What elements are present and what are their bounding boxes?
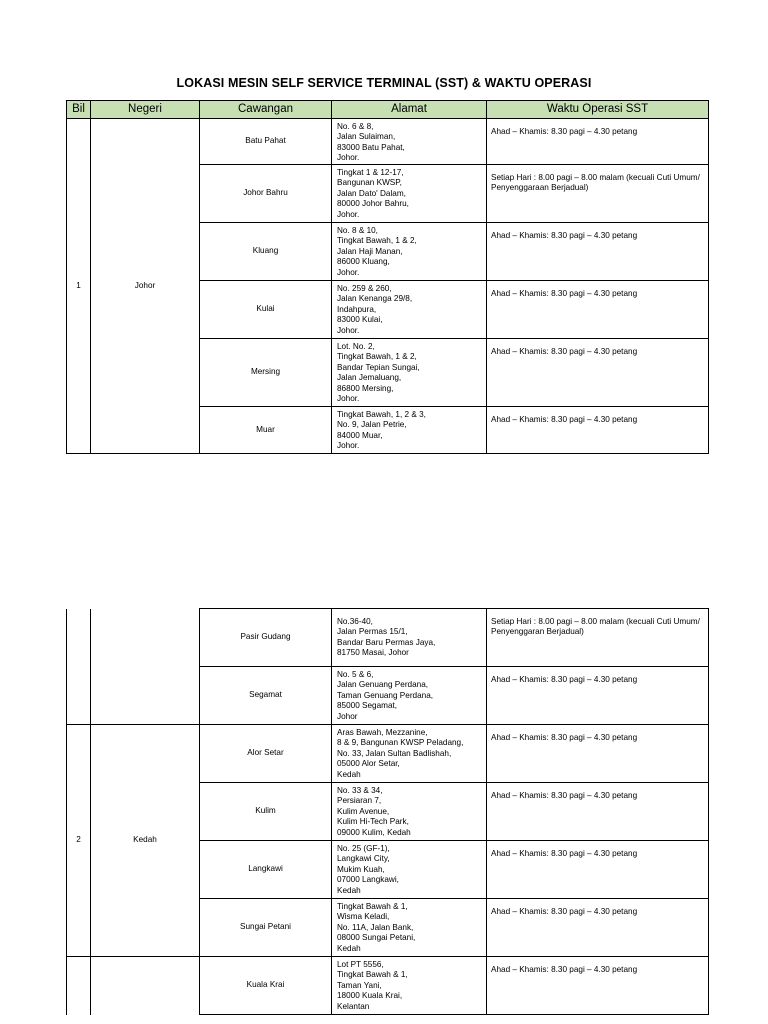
header-alamat: Alamat [332, 101, 487, 119]
address-line: 81750 Masai, Johor [337, 647, 409, 657]
address-line: No. 33 & 34, [337, 786, 383, 795]
header-negeri: Negeri [91, 101, 200, 119]
branch-name: Batu Pahat [200, 119, 332, 165]
address-line: 80000 Johor Bahru, [337, 199, 409, 209]
address-line: Kelantan [337, 1001, 370, 1011]
address-cell [332, 281, 487, 339]
address-line: Jalan Jemaluang, [337, 373, 402, 383]
address-line: Jalan Dato' Dalam, [337, 188, 406, 198]
branch-name: Kulai [200, 281, 332, 339]
state-number: 2 [67, 725, 91, 957]
branch-name: Sungai Petani [200, 899, 332, 957]
address-line: Jalan Permas 15/1, [337, 627, 408, 637]
operating-hours: Ahad – Khamis: 8.30 pagi – 4.30 petang [487, 899, 709, 957]
address-line: Kedah [337, 943, 361, 953]
operating-hours: Ahad – Khamis: 8.30 pagi – 4.30 petang [487, 783, 709, 841]
address-line: Kulim Hi-Tech Park, [337, 817, 409, 827]
branch-name: Mersing [200, 339, 332, 407]
state-name: Kedah [91, 725, 200, 957]
sst-location-table-page-1 [66, 100, 709, 454]
address-line: Mukim Kuah, [337, 864, 385, 874]
address-cell [332, 725, 487, 783]
address-line: Kulim Avenue, [337, 806, 390, 816]
address-line: No.36-40, [337, 616, 373, 626]
address-cell [332, 957, 487, 1015]
table-row [67, 609, 709, 667]
address-line: Tingkat Bawah, 1 & 2, [337, 352, 417, 362]
state-name: Johor [91, 119, 200, 454]
address-line: Langkawi City, [337, 854, 390, 864]
state-number [67, 957, 91, 1015]
address-line: Jalan Sulaiman, [337, 132, 396, 142]
address-line: Jalan Kenanga 29/8, [337, 294, 413, 304]
address-line: 83000 Kulai, [337, 315, 383, 325]
address-line: No. 11A, Jalan Bank, [337, 922, 414, 932]
address-line: 05000 Alor Setar, [337, 759, 400, 769]
address-line: 07000 Langkawi, [337, 875, 399, 885]
address-line: 86800 Mersing, [337, 383, 394, 393]
address-line: Bangunan KWSP, [337, 178, 402, 188]
operating-hours: Ahad – Khamis: 8.30 pagi – 4.30 petang [487, 223, 709, 281]
address-line: Taman Yani, [337, 980, 382, 990]
address-cell [332, 899, 487, 957]
operating-hours: Ahad – Khamis: 8.30 pagi – 4.30 petang [487, 339, 709, 407]
address-cell [332, 119, 487, 165]
address-line: 18000 Kuala Krai, [337, 991, 403, 1001]
address-line: Aras Bawah, Mezzanine, [337, 728, 428, 737]
address-line: 08000 Sungai Petani, [337, 933, 416, 943]
state-name [91, 609, 200, 725]
address-line: No. 259 & 260, [337, 284, 392, 293]
state-name [91, 957, 200, 1015]
branch-name: Langkawi [200, 841, 332, 899]
branch-name: Kulim [200, 783, 332, 841]
branch-name: Kuala Krai [200, 957, 332, 1015]
address-line: No. 8 & 10, [337, 226, 378, 235]
branch-name: Johor Bahru [200, 165, 332, 223]
address-line: 09000 Kulim, Kedah [337, 827, 411, 837]
address-line: Lot. No. 2, [337, 342, 375, 351]
address-line: Persiaran 7, [337, 796, 382, 806]
address-line: No. 33, Jalan Sultan Badlishah, [337, 748, 452, 758]
address-cell [332, 407, 487, 454]
address-line: Kedah [337, 885, 361, 895]
address-line: Tingkat 1 & 12-17, [337, 168, 404, 177]
address-line: Lot PT 5556, [337, 960, 384, 969]
address-cell [332, 339, 487, 407]
operating-hours: Setiap Hari : 8.00 pagi – 8.00 malam (kecuali Cuti Umum/ Penyenggaran Berjadual) [487, 609, 709, 667]
address-cell [332, 783, 487, 841]
address-line: Johor [337, 711, 358, 721]
operating-hours: Ahad – Khamis: 8.30 pagi – 4.30 petang [487, 281, 709, 339]
address-cell [332, 667, 487, 725]
address-line: 83000 Batu Pahat, [337, 142, 405, 152]
operating-hours: Ahad – Khamis: 8.30 pagi – 4.30 petang [487, 407, 709, 454]
branch-name: Pasir Gudang [200, 609, 332, 667]
address-line: No. 6 & 8, [337, 122, 374, 131]
operating-hours: Ahad – Khamis: 8.30 pagi – 4.30 petang [487, 119, 709, 165]
operating-hours: Ahad – Khamis: 8.30 pagi – 4.30 petang [487, 667, 709, 725]
address-line: Johor. [337, 441, 360, 451]
operating-hours: Ahad – Khamis: 8.30 pagi – 4.30 petang [487, 957, 709, 1015]
table-row [67, 957, 709, 1015]
branch-name: Segamat [200, 667, 332, 725]
address-line: Tingkat Bawah & 1, [337, 902, 408, 911]
address-line: Tingkat Bawah, 1, 2 & 3, [337, 410, 426, 419]
state-number [67, 609, 91, 725]
document-title: LOKASI MESIN SELF SERVICE TERMINAL (SST) & WAKTU OPERASI [176, 76, 592, 90]
table-header-row [67, 101, 709, 119]
address-line: No. 25 (GF-1), [337, 844, 390, 853]
address-line: 86000 Kluang, [337, 257, 390, 267]
address-line: No. 5 & 6, [337, 670, 374, 679]
address-cell [332, 841, 487, 899]
header-waktu-operasi: Waktu Operasi SST [487, 101, 709, 119]
branch-name: Alor Setar [200, 725, 332, 783]
address-line: Johor. [337, 153, 360, 163]
address-line: Kedah [337, 769, 361, 779]
address-cell [332, 609, 487, 667]
address-line: Indahpura, [337, 304, 377, 314]
address-line: Tingkat Bawah & 1, [337, 970, 408, 980]
header-cawangan: Cawangan [200, 101, 332, 119]
address-line: 85000 Segamat, [337, 701, 398, 711]
address-line: 84000 Muar, [337, 430, 383, 440]
sst-location-table-page-2 [66, 608, 709, 1015]
address-cell [332, 165, 487, 223]
address-line: Johor. [337, 267, 360, 277]
address-line: Jalan Genuang Perdana, [337, 680, 429, 690]
operating-hours: Setiap Hari : 8.00 pagi – 8.00 malam (kecuali Cuti Umum/ Penyenggaraan Berjadual) [487, 165, 709, 223]
address-line: Bandar Baru Permas Jaya, [337, 637, 436, 647]
branch-name: Muar [200, 407, 332, 454]
address-line: Johor. [337, 325, 360, 335]
table-row [67, 725, 709, 783]
operating-hours: Ahad – Khamis: 8.30 pagi – 4.30 petang [487, 725, 709, 783]
address-line: Taman Genuang Perdana, [337, 690, 434, 700]
branch-name: Kluang [200, 223, 332, 281]
state-number: 1 [67, 119, 91, 454]
address-line: Johor. [337, 209, 360, 219]
address-line: 8 & 9, Bangunan KWSP Peladang, [337, 738, 464, 748]
header-bil: Bil [67, 101, 91, 119]
address-line: Jalan Haji Manan, [337, 246, 403, 256]
address-line: Bandar Tepian Sungai, [337, 362, 420, 372]
address-line: Wisma Keladi, [337, 912, 390, 922]
address-line: Johor. [337, 394, 360, 404]
address-line: Tingkat Bawah, 1 & 2, [337, 236, 417, 246]
address-line: No. 9, Jalan Petrie, [337, 420, 407, 430]
address-cell [332, 223, 487, 281]
table-row [67, 119, 709, 165]
operating-hours: Ahad – Khamis: 8.30 pagi – 4.30 petang [487, 841, 709, 899]
